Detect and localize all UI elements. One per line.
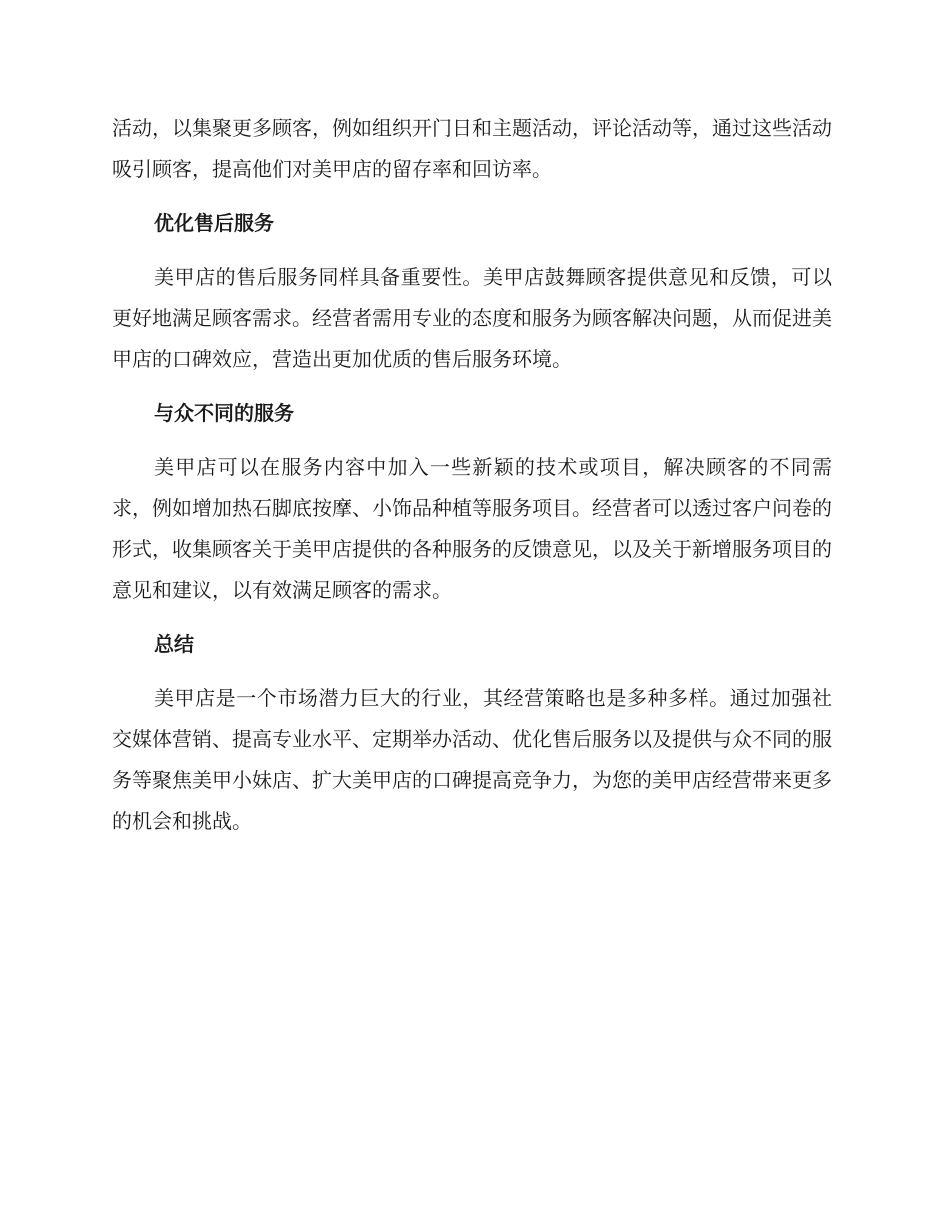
heading-unique-service: 与众不同的服务: [154, 401, 294, 425]
paragraph-summary: 美甲店是一个市场潜力巨大的行业，其经营策略也是多种多样。通过加强社交媒体营销、提高专业水平、定期举办活动、优化售后服务以及提供与众不同的服务等聚焦美甲小妹店、扩大美甲店的口碑提高竞争力，为您的美甲店经营带来更多的机会和挑战。: [112, 686, 832, 833]
paragraph-after-sales-service: 美甲店的售后服务同样具备重要性。美甲店鼓舞顾客提供意见和反馈，可以更好地满足顾客需求。经营者需用专业的态度和服务为顾客解决问题，从而促进美甲店的口碑效应，营造出更加优质的售后服务环境。: [112, 265, 832, 371]
heading-summary: 总结: [154, 632, 194, 656]
paragraph-unique-service: 美甲店可以在服务内容中加入一些新颖的技术或项目，解决顾客的不同需求，例如增加热石脚底按摩、小饰品种植等服务项目。经营者可以透过客户问卷的形式，收集顾客关于美甲店提供的各种服务的反馈意见，以及关于新增服务项目的意见和建议，以有效满足顾客的需求。: [112, 455, 832, 602]
paragraph-continued-activities: 活动，以集聚更多顾客，例如组织开门日和主题活动，评论活动等，通过这些活动吸引顾客，提高他们对美甲店的留存率和回访率。: [112, 116, 832, 181]
heading-after-sales-service: 优化售后服务: [154, 211, 274, 235]
document-page: [112, 108, 832, 842]
